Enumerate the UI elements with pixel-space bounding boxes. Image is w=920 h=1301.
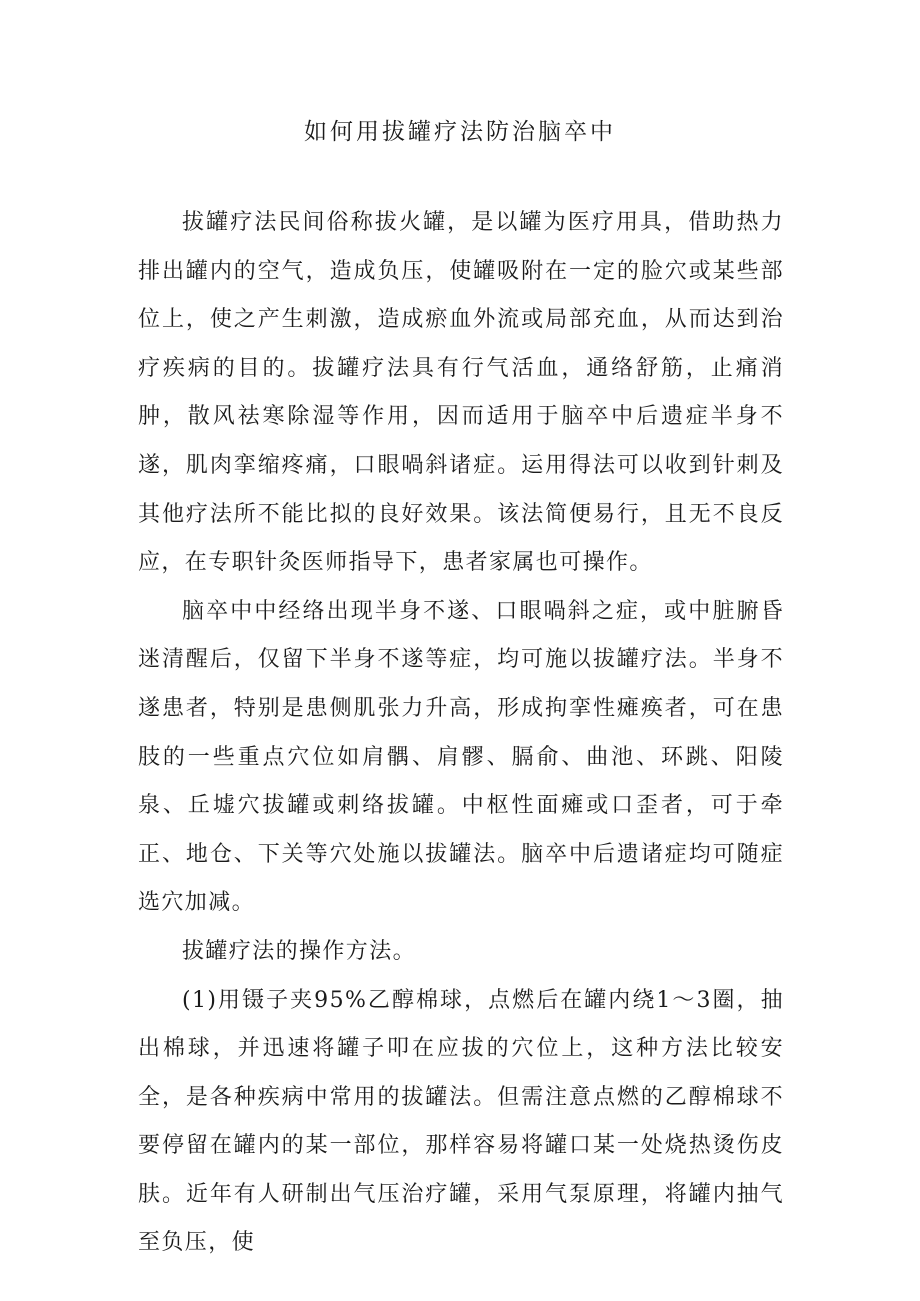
paragraph-step-1: (1)用镊子夹95%乙醇棉球，点燃后在罐内绕1～3圈，抽出棉球，并迅速将罐子叩在应拔的穴位上，这种方法比较安全，是各种疾病中常用的拔罐法。但需注意点燃的乙醇棉球不要停留在罐内的某一部位，那样容易将罐口某一处烧热烫伤皮肤。近年有人研制出气压治疗罐，采用气泵原理，将罐内抽气至负压，使 — [138, 987, 784, 1256]
paragraph-intro: 拔罐疗法民间俗称拔火罐，是以罐为医疗用具，借助热力排出罐内的空气，造成负压，使罐吸附在一定的脸穴或某些部位上，使之产生刺激，造成瘀血外流或局部充血，从而达到治疗疾病的目的。拔罐疗法具有行气活血，通络舒筋，止痛消肿，散风祛寒除湿等作用，因而适用于脑卒中后遗症半身不遂，肌肉挛缩疼痛，口眼喎斜诸症。运用得法可以收到针刺及其他疗法所不能比拟的良好效果。该法简便易行，且无不良反应，在专职针灸医师指导下，患者家属也可操作。 — [138, 210, 784, 576]
document-title: 如何用拔罐疗法防治脑卒中 — [304, 119, 616, 145]
paragraph-method-heading: 拔罐疗法的操作方法。 — [182, 938, 417, 964]
paragraph-indications: 脑卒中中经络出现半身不遂、口眼喎斜之症，或中脏腑昏迷清醒后，仅留下半身不遂等症，均可施以拔罐疗法。半身不遂患者，特别是患侧肌张力升高，形成拘挛性瘫痪者，可在患肢的一些重点穴位如肩髃、肩髎、膈俞、曲池、环跳、阳陵泉、丘墟穴拔罐或刺络拔罐。中枢性面瘫或口歪者，可于牵正、地仓、下关等穴处施以拔罐法。脑卒中后遗诸症均可随症选穴加减。 — [138, 598, 784, 916]
document-body — [138, 199, 784, 1268]
